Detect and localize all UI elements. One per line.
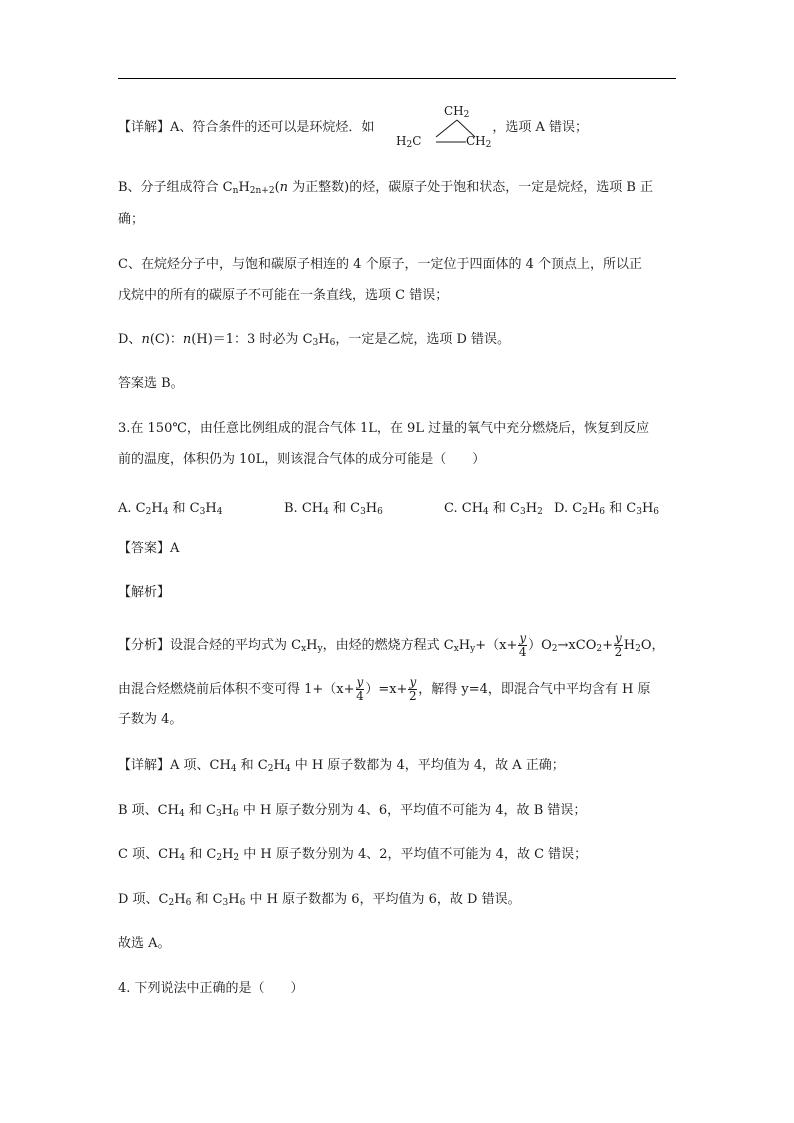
answer-label: 【答案】A <box>118 541 180 556</box>
analysis-formula-line-2: 由混合烃燃烧前后体积不变可得 1+（x+ $\frac{y}{4}$ ）=x+ $\frac{y}{2}$ ，解得 y=4，即混合气中平均含有 H 原 <box>118 675 651 703</box>
detail-a-suffix: ，选项 A 错误； <box>492 120 589 135</box>
analysis-formula-line-1: 【分析】设混合烃的平均式为 $C_xH_y$，由烃的燃烧方程式 $C_xH_y+(x+$ $\frac{y}{4}$ ）$O_2\to xCO_2+$ $\frac{y}{2}$ $H_2O$， <box>118 631 665 659</box>
detail-c-line-2: 戊烷中的所有的碳原子不可能在一条直线，选项 C 错误； <box>118 288 449 303</box>
detail-item-a: 【详解】A 项、$CH_4$ 和 $C_2H_4$ 中 H 原子数都为 4，平均值为 4，故 A 正确； <box>118 758 565 774</box>
fraction-y-over-4: $\frac{y}{4}$ <box>518 631 527 659</box>
ch2-top: $CH_2$ <box>444 104 470 120</box>
detail-a-line <box>118 120 588 136</box>
detail-item-d: D 项、$C_2H_6$ 和 $C_3H_6$ 中 H 原子数都为 6，平均值为 6，故 D 错误。 <box>118 892 521 908</box>
h2c-left: $H_2C$ <box>396 134 422 150</box>
header-rule <box>118 78 676 79</box>
option-a: A. $C_2H_4$ 和 $C_3H_4$ <box>118 501 223 517</box>
analysis-label: 【解析】 <box>118 585 171 600</box>
detail-c-line: C、在烷烃分子中，与饱和碳原子相连的 4 个原子，一定位于四面体的 4 个顶点上，所以正 <box>118 257 643 272</box>
detail-item-c: C 项、$CH_4$ 和 $C_2H_2$ 中 H 原子数分别为 4、2，平均值不可能为 4，故 C 错误； <box>118 847 588 863</box>
ch2-right: $CH_2$ <box>466 134 492 150</box>
detail-b-line-2: 确； <box>118 212 145 227</box>
conclusion-line: 故选 A。 <box>118 936 171 951</box>
question-3-line-1: 3.在 150℃，由任意比例组成的混合气体 1L，在 9L 过量的氧气中充分燃烧后，恢复到反应 <box>118 421 650 436</box>
fraction-y-over-4-b: $\frac{y}{4}$ <box>356 675 364 703</box>
question-4-line: 4. 下列说法中正确的是（ ） <box>118 981 304 996</box>
option-b: B. $CH_4$ 和 $C_3H_6$ <box>284 501 383 517</box>
analysis-line-3: 子数为 4。 <box>118 712 183 727</box>
option-d: D. $C_2H_6$ 和 $C_3H_6$ <box>554 501 660 517</box>
detail-item-b: B 项、$CH_4$ 和 $C_3H_6$ 中 H 原子数分别为 4、6，平均值不可能为 4，故 B 错误； <box>118 803 587 819</box>
option-c: C. $CH_4$ 和 $C_3H_2$ <box>444 501 543 517</box>
cyclopropane-structure <box>396 104 504 156</box>
detail-a-text: 【详解】A、符合条件的还可以是环烷烃．如 <box>118 120 375 135</box>
detail-b-line: B、分子组成符合 $C_nH_{2n+2}(n$ 为正整数)的烃，碳原子处于饱和状态，一定是烷烃，选项 B 正 <box>118 180 654 196</box>
question-3-line-2: 前的温度，体积仍为 10L，则该混合气体的成分可能是（ ） <box>118 452 486 467</box>
answer-b-line: 答案选 B。 <box>118 376 184 391</box>
detail-d-line: D、n(C)：n(H)＝1：3 时必为 $C_3H_6$，一定是乙烷，选项 D 错误。 <box>118 332 511 348</box>
fraction-y-over-2-b: $\frac{y}{2}$ <box>409 675 417 703</box>
fraction-y-over-2: $\frac{y}{2}$ <box>614 631 623 659</box>
